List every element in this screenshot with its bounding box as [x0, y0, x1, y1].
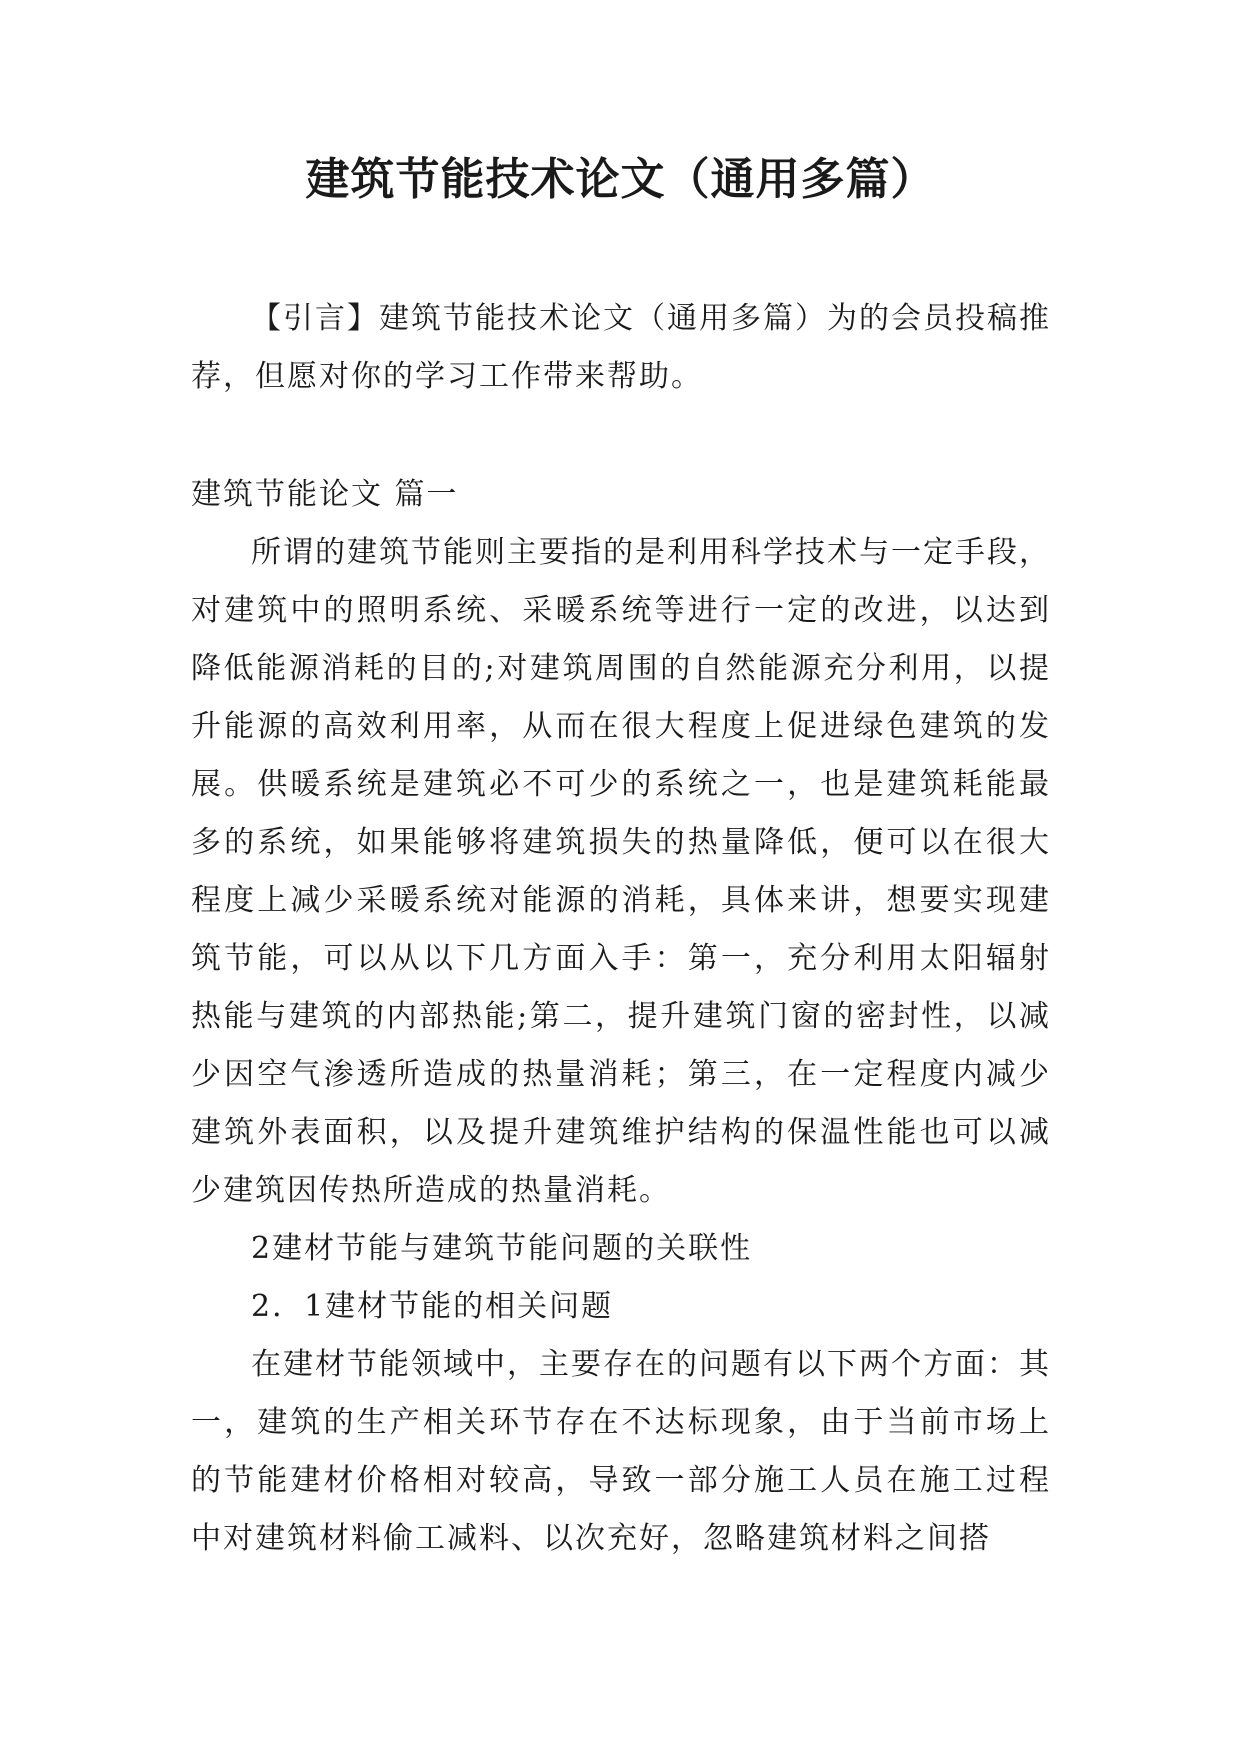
- subheading-2-1: 2．1建材节能的相关问题: [251, 1289, 614, 1324]
- section-heading: 建筑节能论文 篇一: [191, 477, 459, 512]
- document-body: [191, 290, 1051, 1568]
- body-paragraph-2: 在建材节能领域中，主要存在的问题有以下两个方面：其一，建筑的生产相关环节存在不达标现象，由于当前市场上的节能建材价格相对较高，导致一部分施工人员在施工过程中对建筑材料偷工减料、以次充好，忽略建筑材料之间搭: [191, 1347, 1051, 1556]
- document-title: 建筑节能技术论文（通用多篇）: [305, 154, 936, 205]
- body-paragraph-1: 所谓的建筑节能则主要指的是利用科学技术与一定手段，对建筑中的照明系统、采暖系统等进行一定的改进，以达到降低能源消耗的目的;对建筑周围的自然能源充分利用，以提升能源的高效利用率，从而在很大程度上促进绿色建筑的发展。供暖系统是建筑必不可少的系统之一，也是建筑耗能最多的系统，如果能够将建筑损失的热量降低，便可以在很大程度上减少采暖系统对能源的消耗，具体来讲，想要实现建筑节能，可以从以下几方面入手：第一，充分利用太阳辐射热能与建筑的内部热能;第二，提升建筑门窗的密封性，以减少因空气渗透所造成的热量消耗；第三，在一定程度内减少建筑外表面积，以及提升建筑维护结构的保温性能也可以减少建筑因传热所造成的热量消耗。: [191, 535, 1051, 1208]
- subheading-2: 2建材节能与建筑节能问题的关联性: [251, 1231, 753, 1266]
- intro-paragraph: 【引言】建筑节能技术论文（通用多篇）为的会员投稿推荐，但愿对你的学习工作带来帮助。: [191, 301, 1051, 394]
